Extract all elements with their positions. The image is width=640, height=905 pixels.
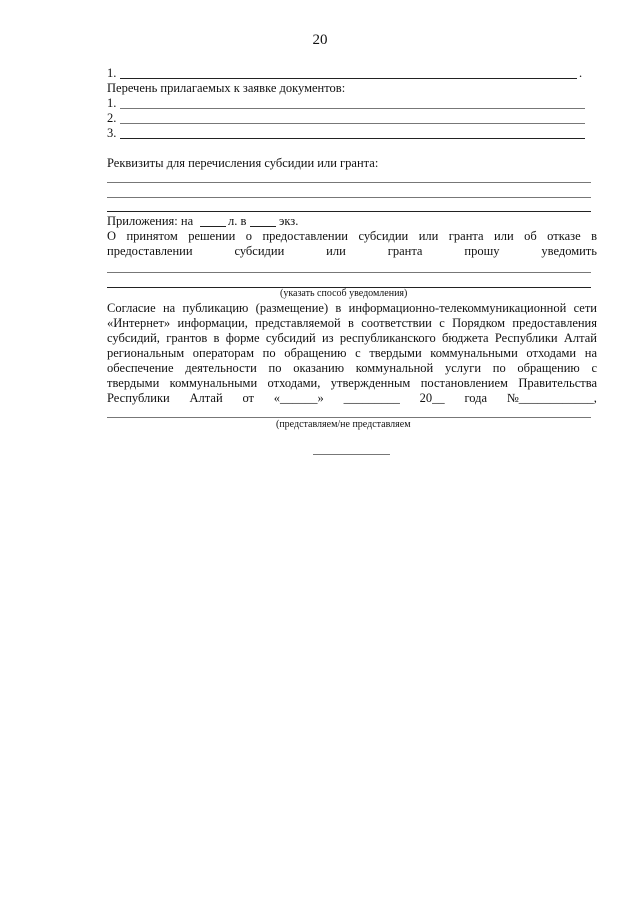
- attachments-pages-blank: [200, 226, 226, 227]
- attachments-middle: л. в: [228, 214, 247, 228]
- notify-line-2: [107, 244, 597, 259]
- document-item-1-number: 1.: [107, 96, 117, 110]
- attachments-copies-blank: [250, 226, 276, 227]
- attachments-prefix: Приложения: на: [107, 214, 194, 228]
- attachments-suffix: экз.: [279, 214, 299, 228]
- documents-header: Перечень прилагаемых к заявке документов:: [107, 81, 346, 95]
- consent-line-2: «Интернет» информации, представляемой в соответствии с Порядком предоставления: [107, 316, 597, 330]
- consent-caption: (представляем/не представляем: [276, 419, 411, 430]
- consent-word: от: [242, 391, 254, 405]
- notify-caption: (указать способ уведомления): [280, 288, 408, 299]
- document-item-2-number: 2.: [107, 111, 117, 125]
- consent-line-7: [107, 391, 597, 406]
- notify-word: прошу: [464, 244, 500, 258]
- requisites-blank-3: [107, 211, 591, 212]
- requisites-label: Реквизиты для перечисления субсидии или гранта:: [107, 156, 379, 170]
- consent-line-4: региональным операторам по обращению с твердыми коммунальными отходами на: [107, 346, 597, 360]
- consent-word: Алтай: [189, 391, 223, 405]
- consent-word: 20__: [419, 391, 445, 405]
- notify-line-1: О принятом решении о предоставлении субсидии или гранта или об отказе в: [107, 229, 597, 243]
- consent-word: №____________,: [506, 391, 597, 405]
- consent-word: года: [464, 391, 488, 405]
- line-1-number: 1.: [107, 66, 117, 80]
- notify-word: или: [326, 244, 346, 258]
- consent-blank: [107, 417, 591, 418]
- consent-word: Республики: [107, 391, 170, 405]
- consent-word: «______»: [273, 391, 324, 405]
- line-1-blank: [120, 78, 577, 79]
- document-item-2-blank: [120, 123, 585, 124]
- consent-line-6: твердыми коммунальными отходами, утвержденным постановлением Правительства: [107, 376, 597, 390]
- consent-word: _________: [343, 391, 400, 405]
- consent-line-5: обеспечение деятельности по оказанию коммунальной услуги по обращению с: [107, 361, 597, 375]
- notify-word: предоставлении: [107, 244, 193, 258]
- document-item-3-number: 3.: [107, 126, 117, 140]
- page-number: 20: [312, 32, 328, 48]
- notify-blank-1: [107, 272, 591, 273]
- separator-line: [313, 454, 390, 455]
- document-item-1-blank: [120, 108, 585, 109]
- requisites-blank-2: [107, 197, 591, 198]
- line-1-end: .: [579, 66, 583, 80]
- notify-word: гранта: [387, 244, 423, 258]
- notify-word: уведомить: [541, 244, 597, 258]
- requisites-blank-1: [107, 182, 591, 183]
- document-item-3-blank: [120, 138, 585, 139]
- consent-line-1: Согласие на публикацию (размещение) в информационно-телекоммуникационной сети: [107, 301, 597, 315]
- notify-word: субсидии: [234, 244, 285, 258]
- consent-line-3: субсидий, грантов в форме субсидий из республиканского бюджета Республики Алтай: [107, 331, 597, 345]
